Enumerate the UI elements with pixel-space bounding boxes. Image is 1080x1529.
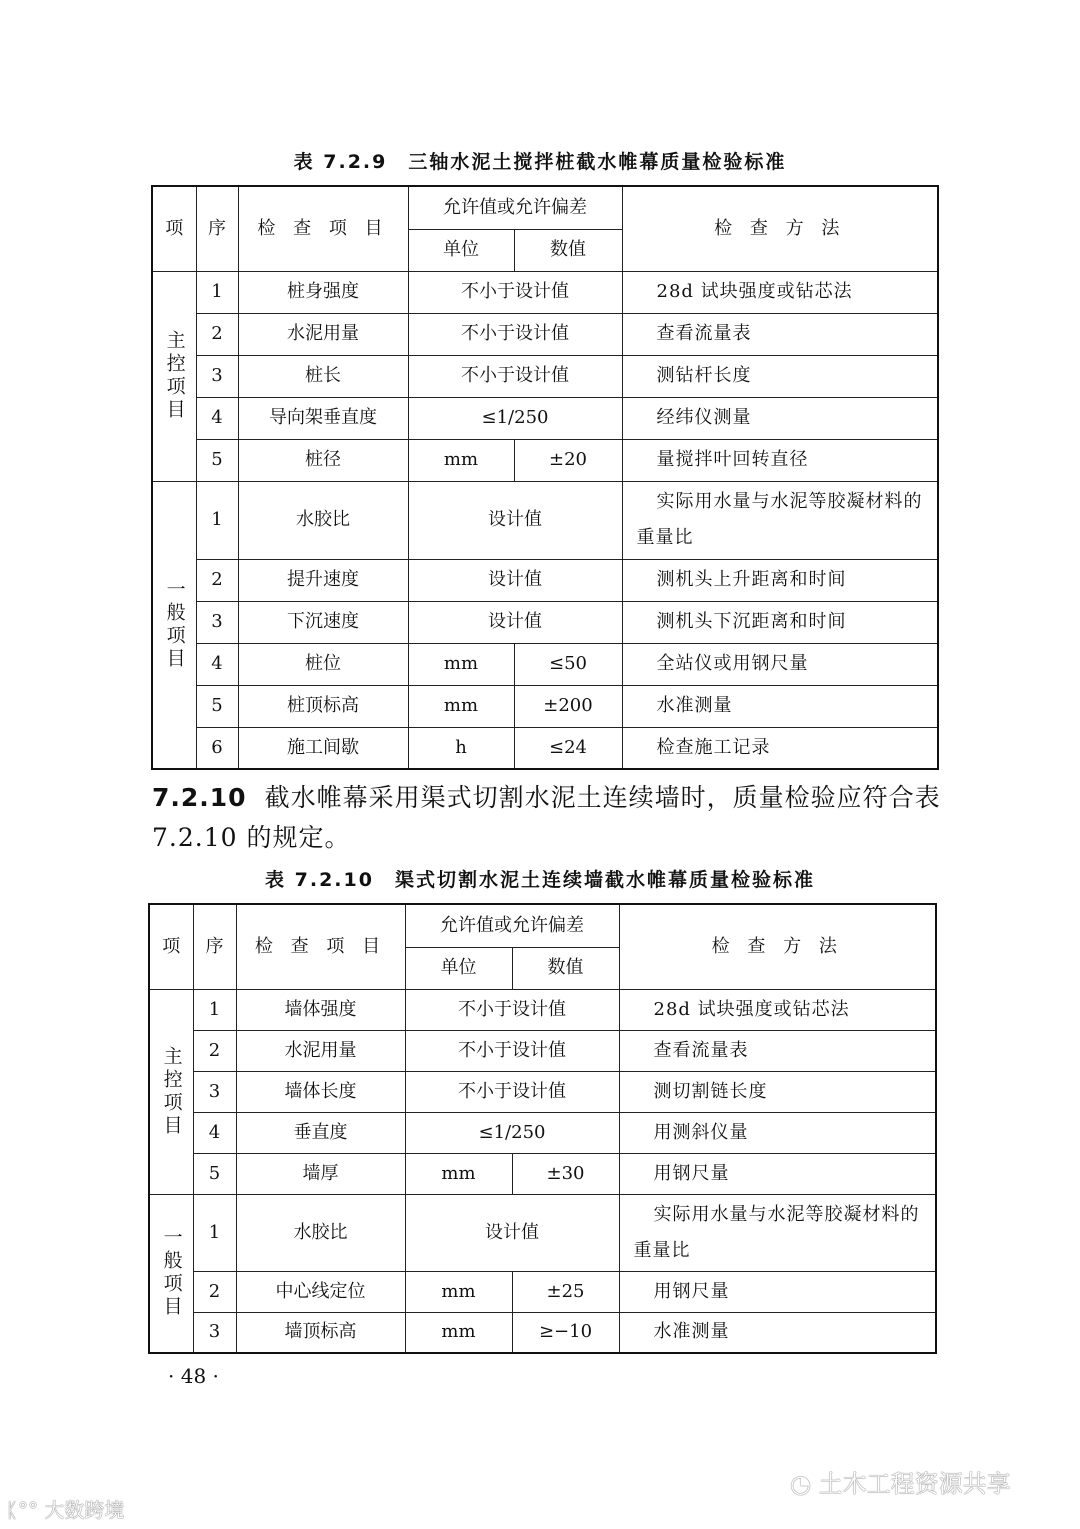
seq-cell: 3: [196, 601, 238, 643]
table-row: [152, 313, 938, 355]
unit-cell: h: [408, 727, 514, 769]
unit-cell: mm: [408, 439, 514, 481]
table-row: [152, 271, 938, 313]
seq-cell: 2: [196, 559, 238, 601]
allowance-cell: 不小于设计值: [405, 1071, 619, 1112]
quality-table-7-2-9: [151, 185, 939, 770]
seq-cell: 4: [196, 643, 238, 685]
seq-cell: 2: [193, 1271, 236, 1312]
table-row: [152, 727, 938, 769]
allowance-cell: ≤1/250: [408, 397, 622, 439]
watermark-left-text: 大数跨境: [44, 1498, 125, 1522]
method-cell: 用测斜仪量: [619, 1112, 936, 1153]
method-cell: 用钢尺量: [619, 1271, 936, 1312]
header-value: 数值: [512, 947, 619, 989]
table-row: [149, 1312, 936, 1353]
value-cell: ±25: [512, 1271, 619, 1312]
item-cell: 桩长: [238, 355, 408, 397]
seq-cell: 1: [196, 271, 238, 313]
method-cell: 水准测量: [622, 685, 938, 727]
method-cell: 实际用水量与水泥等胶凝材料的重量比: [619, 1194, 936, 1271]
value-cell: ±20: [514, 439, 622, 481]
table-row: [152, 397, 938, 439]
item-cell: 水泥用量: [238, 313, 408, 355]
item-cell: 水胶比: [236, 1194, 405, 1271]
seq-cell: 3: [196, 355, 238, 397]
item-cell: 垂直度: [236, 1112, 405, 1153]
unit-cell: mm: [405, 1312, 512, 1353]
item-cell: 施工间歇: [238, 727, 408, 769]
value-cell: ±200: [514, 685, 622, 727]
category-cell: 主控项目: [152, 271, 196, 481]
unit-cell: mm: [408, 643, 514, 685]
header-seq: 序: [193, 904, 236, 989]
method-cell: 实际用水量与水泥等胶凝材料的重量比: [622, 481, 938, 559]
method-cell: 测机头上升距离和时间: [622, 559, 938, 601]
table-row: [149, 1271, 936, 1312]
wechat-icon: ◔: [790, 1470, 811, 1498]
allowance-cell: 不小于设计值: [408, 313, 622, 355]
item-cell: 导向架垂直度: [238, 397, 408, 439]
table-row: [152, 643, 938, 685]
seq-cell: 3: [193, 1312, 236, 1353]
header-category: 项: [149, 904, 193, 989]
allowance-cell: 不小于设计值: [408, 271, 622, 313]
item-cell: 水泥用量: [236, 1030, 405, 1071]
seq-cell: 5: [193, 1153, 236, 1194]
method-cell: 量搅拌叶回转直径: [622, 439, 938, 481]
seq-cell: 1: [196, 481, 238, 559]
seq-cell: 5: [196, 439, 238, 481]
watermark-right-text: 土木工程资源共享: [818, 1470, 1011, 1498]
item-cell: 下沉速度: [238, 601, 408, 643]
watermark-left: [6, 1494, 124, 1523]
seq-cell: 4: [196, 397, 238, 439]
seq-cell: 2: [193, 1030, 236, 1071]
table-row: [152, 355, 938, 397]
header-method: 检 查 方 法: [622, 186, 938, 271]
table-row: [149, 1153, 936, 1194]
value-cell: ≤50: [514, 643, 622, 685]
clause-text: 截水帷幕采用渠式切割水泥土连续墙时，质量检验应符合表 7.2.10 的规定。: [152, 783, 941, 852]
table-caption: 表 7.2.9 三轴水泥土搅拌桩截水帷幕质量检验标准: [293, 151, 787, 173]
header-allowance: 允许值或允许偏差: [405, 904, 619, 947]
seq-cell: 5: [196, 685, 238, 727]
method-cell: 查看流量表: [622, 313, 938, 355]
item-cell: 墙顶标高: [236, 1312, 405, 1353]
table-row: [152, 601, 938, 643]
item-cell: 墙厚: [236, 1153, 405, 1194]
table-row: [149, 1194, 936, 1271]
table-row: [152, 439, 938, 481]
watermark-logo-icon: ᛕ°°: [6, 1498, 38, 1522]
item-cell: 提升速度: [238, 559, 408, 601]
header-seq: 序: [196, 186, 238, 271]
item-cell: 桩顶标高: [238, 685, 408, 727]
item-cell: 墙体强度: [236, 989, 405, 1030]
seq-cell: 1: [193, 1194, 236, 1271]
item-cell: 桩身强度: [238, 271, 408, 313]
table-row: [149, 1112, 936, 1153]
allowance-cell: 不小于设计值: [405, 989, 619, 1030]
method-cell: 查看流量表: [619, 1030, 936, 1071]
category-cell: 主控项目: [149, 989, 193, 1194]
seq-cell: 2: [196, 313, 238, 355]
method-cell: 全站仪或用钢尺量: [622, 643, 938, 685]
method-cell: 28d 试块强度或钻芯法: [622, 271, 938, 313]
watermark-right: [790, 1464, 1011, 1499]
table-row: [149, 989, 936, 1030]
header-item: 检 查 项 目: [236, 904, 405, 989]
header-method: 检 查 方 法: [619, 904, 936, 989]
allowance-cell: 设计值: [405, 1194, 619, 1271]
seq-cell: 4: [193, 1112, 236, 1153]
quality-table-7-2-10: [148, 903, 937, 1354]
item-cell: 桩位: [238, 643, 408, 685]
table-row: [152, 685, 938, 727]
method-cell: 测钻杆长度: [622, 355, 938, 397]
item-cell: 中心线定位: [236, 1271, 405, 1312]
value-cell: ≤24: [514, 727, 622, 769]
method-cell: 用钢尺量: [619, 1153, 936, 1194]
allowance-cell: 设计值: [408, 559, 622, 601]
table-row: [149, 1071, 936, 1112]
unit-cell: mm: [405, 1153, 512, 1194]
value-cell: ≥−10: [512, 1312, 619, 1353]
item-cell: 墙体长度: [236, 1071, 405, 1112]
allowance-cell: 不小于设计值: [405, 1030, 619, 1071]
method-cell: 检查施工记录: [622, 727, 938, 769]
method-cell: 测机头下沉距离和时间: [622, 601, 938, 643]
unit-cell: mm: [405, 1271, 512, 1312]
allowance-cell: ≤1/250: [405, 1112, 619, 1153]
category-cell: 一般项目: [152, 481, 196, 769]
table-row: [152, 481, 938, 559]
value-cell: ±30: [512, 1153, 619, 1194]
item-cell: 桩径: [238, 439, 408, 481]
clause-paragraph: [152, 778, 942, 858]
table-row: [152, 559, 938, 601]
method-cell: 经纬仪测量: [622, 397, 938, 439]
allowance-cell: 设计值: [408, 601, 622, 643]
header-category: 项: [152, 186, 196, 271]
item-cell: 水胶比: [238, 481, 408, 559]
table-caption: 表 7.2.10 渠式切割水泥土连续墙截水帷幕质量检验标准: [265, 869, 815, 891]
category-cell: 一般项目: [149, 1194, 193, 1353]
unit-cell: mm: [408, 685, 514, 727]
method-cell: 水准测量: [619, 1312, 936, 1353]
method-cell: 28d 试块强度或钻芯法: [619, 989, 936, 1030]
header-allowance: 允许值或允许偏差: [408, 186, 622, 229]
header-unit: 单位: [408, 229, 514, 271]
seq-cell: 3: [193, 1071, 236, 1112]
header-unit: 单位: [405, 947, 512, 989]
seq-cell: 6: [196, 727, 238, 769]
page-number: · 48 ·: [168, 1364, 219, 1388]
allowance-cell: 不小于设计值: [408, 355, 622, 397]
clause-number: 7.2.10: [152, 783, 247, 812]
seq-cell: 1: [193, 989, 236, 1030]
method-cell: 测切割链长度: [619, 1071, 936, 1112]
header-value: 数值: [514, 229, 622, 271]
table-row: [149, 1030, 936, 1071]
header-item: 检 查 项 目: [238, 186, 408, 271]
allowance-cell: 设计值: [408, 481, 622, 559]
